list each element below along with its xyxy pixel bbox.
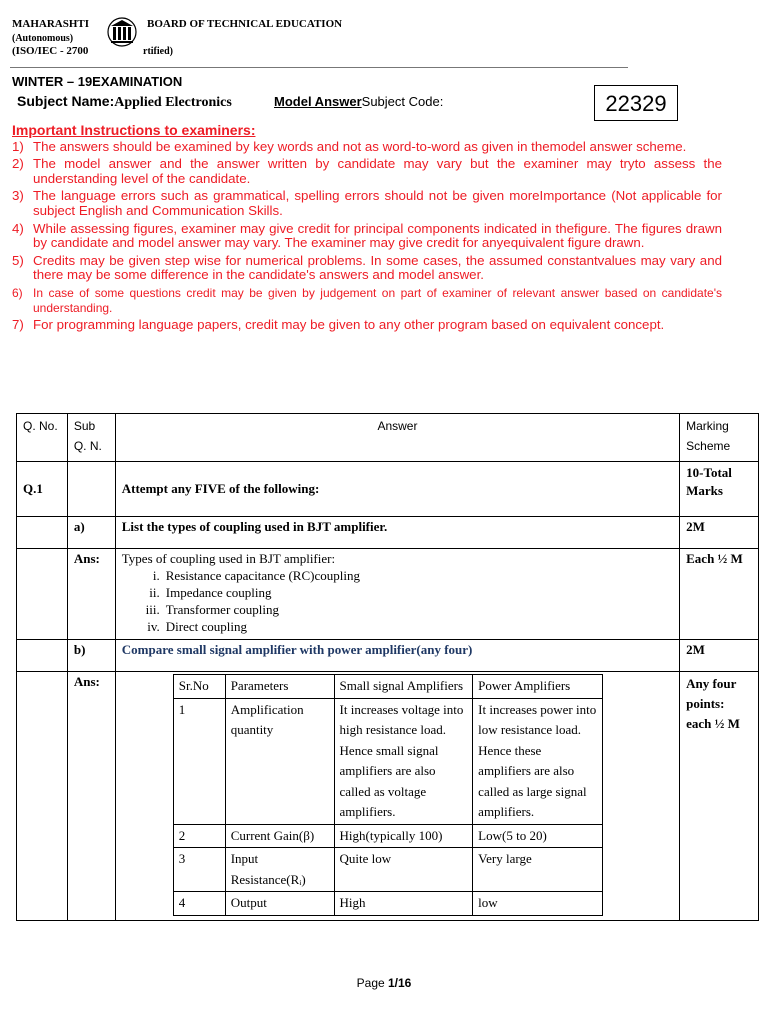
subject-code-label: Subject Code: (361, 94, 444, 109)
instruction-item: 5) Credits may be given step wise for numerical problems. In some cases, the assumed constantvalues may vary and there may be some difference in the candidate's answers and model answer. (12, 252, 722, 283)
page-label: Page (356, 976, 388, 990)
instruction-item: 7) For programming language papers, credit may be given to any other program based on equivalent concept. (12, 317, 665, 333)
table-row (17, 517, 759, 549)
page-footer (0, 976, 768, 990)
board-emblem-icon (106, 16, 138, 48)
table-row: 3 Input Resistance(Rᵢ) Quite low Very large (173, 848, 602, 892)
header-rule (10, 67, 628, 68)
subject-name: Applied Electronics (114, 95, 232, 110)
q1-label: Q.1 (17, 462, 68, 517)
table-row: 2 Current Gain(β) High(typically 100) Low(5 to 20) (173, 824, 602, 848)
list-item: ii. Impedance coupling (149, 585, 272, 600)
subject-code-box: 22329 (594, 85, 678, 121)
comparison-table (173, 674, 603, 916)
qa-answer (115, 549, 679, 640)
list-item: iii. Transformer coupling (145, 602, 280, 617)
instructions-heading: Important Instructions to examiners: (12, 122, 256, 138)
model-answer-label: Model Answer (274, 94, 362, 109)
instruction-item: 3) The language errors such as grammatical, spelling errors should not be given moreImportance (Not applicable for subject English and Communication Skills. (12, 188, 722, 218)
table-row (17, 640, 759, 672)
board-name-right: BOARD OF TECHNICAL EDUCATION (147, 18, 343, 30)
table-header-row (17, 414, 759, 462)
qb-question: Compare small signal amplifier with power amplifier(any four) (115, 640, 679, 672)
q1-text: Attempt any FIVE of the following: (115, 462, 679, 517)
autonomous-label: (Autonomous) (12, 33, 74, 44)
instructions-list (12, 140, 722, 333)
board-name-left: MAHARASHTI (12, 18, 90, 30)
q1-marks: 10-Total Marks (680, 462, 759, 517)
table-row: 4 Output High low (173, 892, 602, 916)
header-sub-qn: Sub Q. N. (67, 414, 115, 462)
coupling-list (122, 567, 673, 635)
qa-marks: 2M (680, 517, 759, 549)
list-item: i. Resistance capacitance (RC)coupling (152, 568, 360, 583)
instruction-item: 2) The model answer and the answer written by candidate may vary but the examiner may tryto assess the understanding level of the candidate. (12, 156, 722, 186)
comparison-header-row: Sr.No Parameters Small signal Amplifiers Power Amplifiers (173, 675, 602, 699)
instruction-item: 4) While assessing figures, examiner may give credit for principal components indicated in thefigure. The figures drawn by candidate and model answer may vary. The examiner may give credit for anyequivalent figure drawn. (12, 220, 722, 251)
model-answer-line (274, 94, 443, 109)
table-row (17, 462, 759, 517)
qa-sub: a) (67, 517, 115, 549)
certified-label: rtified) (143, 46, 173, 57)
answer-table (16, 413, 759, 921)
instruction-item: 1) The answers should be examined by key words and not as word-to-word as given in themodel answer scheme. (12, 138, 687, 154)
instructions (12, 123, 722, 336)
qb-answer (115, 672, 679, 921)
header-q-no: Q. No. (17, 414, 68, 462)
qb-ans-marks: Any four points: each ½ M (680, 672, 759, 921)
table-row (17, 672, 759, 921)
qa-ans-label: Ans: (67, 549, 115, 640)
qb-ans-label: Ans: (67, 672, 115, 921)
qa-ans-intro: Types of coupling used in BJT amplifier: (121, 551, 336, 566)
qb-sub: b) (67, 640, 115, 672)
iso-label: (ISO/IEC - 2700 (12, 45, 89, 57)
exam-session: WINTER – 19EXAMINATION (12, 74, 183, 89)
instruction-item: 6) In case of some questions credit may be given by judgement on part of examiner of relevant answer based on candidate's understanding. (12, 285, 722, 315)
table-row: 1 Amplification quantity It increases voltage into high resistance load. Hence small signal amplifiers are also called as voltage amplifiers. It increases power into low resistance load. Hence these amplifiers are also called as large signal amplifiers. (173, 698, 602, 824)
qa-ans-marks: Each ½ M (680, 549, 759, 640)
subject-line (17, 93, 232, 111)
list-item: iv. Direct coupling (147, 619, 247, 634)
q1-sub (67, 462, 115, 517)
page-number: 1/16 (388, 976, 412, 990)
header-marking: Marking Scheme (680, 414, 759, 462)
qb-marks: 2M (680, 640, 759, 672)
qa-question: List the types of coupling used in BJT amplifier. (115, 517, 679, 549)
table-row (17, 549, 759, 640)
subject-label: Subject Name: (17, 93, 115, 109)
header-answer: Answer (115, 414, 679, 462)
